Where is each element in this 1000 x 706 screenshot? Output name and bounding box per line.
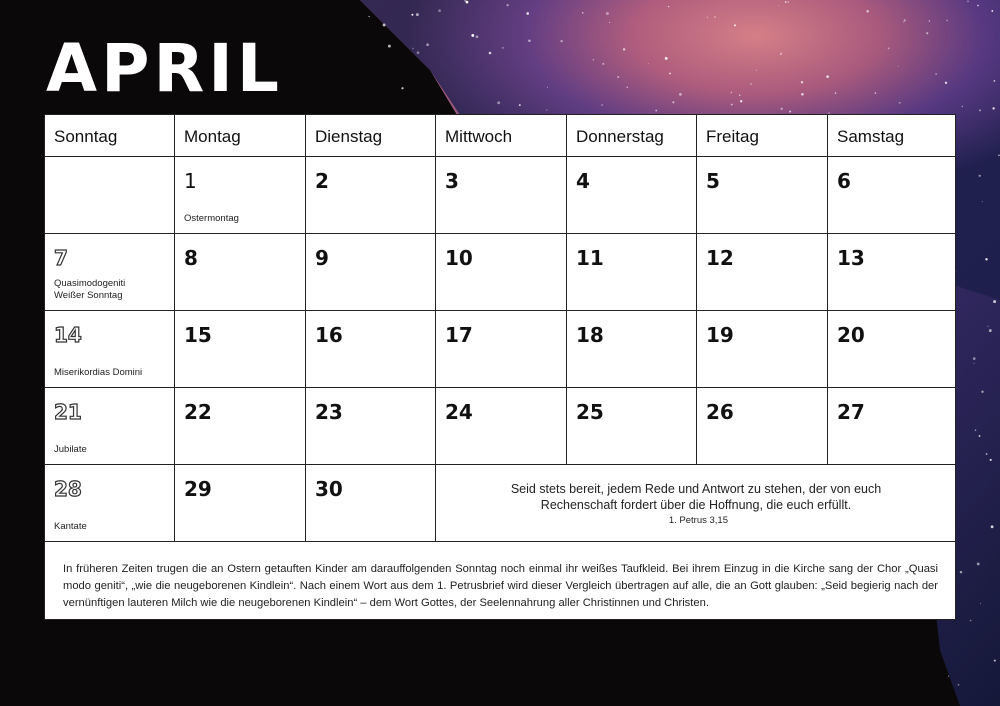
day-cell (436, 388, 567, 465)
calendar-card (44, 114, 956, 620)
star (979, 175, 981, 177)
weekday-header: Donnerstag (567, 115, 697, 157)
holiday-note: Ostermontag (184, 213, 239, 224)
day-number: 22 (184, 400, 212, 424)
star (781, 52, 782, 53)
star (368, 16, 369, 17)
star (546, 110, 547, 111)
holiday-note: Miserikordias Domini (54, 367, 143, 378)
bible-verse-box (436, 465, 956, 542)
day-number: 28 (54, 477, 82, 501)
star (740, 100, 742, 102)
bible-verse-text: Seid stets bereit, jedem Rede und Antwort zu stehen, der von euch Rechenschaft fordert über die Hoffnung, die euch erfüllt. (510, 482, 882, 512)
star (411, 14, 413, 16)
star (979, 435, 981, 437)
day-cell (567, 234, 697, 311)
star (929, 20, 930, 21)
star (679, 93, 682, 96)
star (801, 81, 803, 83)
star (789, 110, 791, 112)
star (958, 684, 960, 686)
weekday-header: Mittwoch (436, 115, 567, 157)
star (780, 53, 782, 55)
day-number: 27 (837, 400, 865, 424)
day-cell (567, 311, 697, 388)
day-number: 23 (315, 400, 343, 424)
star (826, 75, 829, 78)
day-cell (306, 465, 436, 542)
star (416, 13, 419, 16)
star (835, 92, 836, 93)
star (935, 73, 937, 75)
day-number: 8 (184, 246, 198, 270)
star (948, 676, 949, 677)
star (582, 12, 583, 13)
star (945, 82, 947, 84)
star (623, 48, 625, 50)
star (497, 101, 500, 104)
star (471, 34, 474, 37)
star (526, 12, 529, 15)
star (974, 363, 975, 364)
star (519, 104, 521, 106)
day-cell (306, 388, 436, 465)
day-number: 10 (445, 246, 473, 270)
bible-verse-reference: 1. Petrus 3,15 (668, 515, 728, 526)
day-cell (828, 311, 956, 388)
day-number: 15 (184, 323, 212, 347)
star (986, 453, 988, 455)
day-cell (828, 234, 956, 311)
star (601, 104, 603, 106)
star (730, 92, 732, 94)
star (987, 326, 988, 327)
star (875, 92, 877, 94)
star (426, 43, 429, 46)
day-number: 16 (315, 323, 343, 347)
holiday-note: Quasimodogeniti Weißer Sonntag (54, 278, 126, 301)
star (778, 5, 779, 6)
star (991, 10, 993, 12)
day-cell (436, 311, 567, 388)
day-cell (306, 234, 436, 311)
day-number: 4 (576, 169, 590, 193)
star (668, 6, 669, 7)
day-cell (45, 388, 175, 465)
star (866, 10, 869, 13)
day-number: 19 (706, 323, 734, 347)
star (592, 59, 594, 61)
star (609, 22, 610, 23)
star (993, 300, 996, 303)
day-cell (175, 388, 306, 465)
star (979, 109, 981, 111)
day-number: 18 (576, 323, 604, 347)
star (781, 108, 783, 110)
weekday-header: Sonntag (45, 115, 175, 157)
star (489, 52, 492, 55)
star (731, 104, 733, 106)
star (904, 19, 906, 21)
day-number: 17 (445, 323, 473, 347)
star (989, 329, 992, 332)
day-number: 13 (837, 246, 865, 270)
star (990, 459, 992, 461)
day-cell (828, 157, 956, 234)
star (962, 106, 963, 107)
star (980, 603, 981, 604)
day-number: 2 (315, 169, 329, 193)
day-number: 14 (54, 323, 82, 347)
star (981, 391, 983, 393)
star (412, 48, 413, 49)
day-number: 9 (315, 246, 329, 270)
star (417, 51, 420, 54)
star (627, 87, 628, 88)
star (977, 562, 980, 565)
day-cell (175, 311, 306, 388)
day-cell (45, 311, 175, 388)
star (985, 258, 987, 260)
day-cell (697, 311, 828, 388)
star (801, 93, 804, 96)
day-cell (828, 388, 956, 465)
weekday-header: Freitag (697, 115, 828, 157)
day-number: 20 (837, 323, 865, 347)
star (785, 1, 787, 3)
star (970, 620, 972, 622)
star (401, 87, 403, 89)
month-title: APRIL (46, 30, 283, 107)
star (507, 4, 509, 6)
day-number: 26 (706, 400, 734, 424)
star (466, 1, 469, 4)
day-cell (567, 388, 697, 465)
star (672, 101, 674, 103)
day-number: 11 (576, 246, 604, 270)
star (734, 24, 736, 26)
day-number: 1 (184, 169, 197, 193)
day-number: 21 (54, 400, 82, 424)
day-number: 30 (315, 477, 343, 501)
star (388, 45, 391, 48)
star (739, 95, 740, 96)
star (946, 20, 948, 22)
star (888, 48, 890, 50)
day-cell (436, 234, 567, 311)
star (655, 110, 657, 112)
day-cell (175, 234, 306, 311)
star (756, 70, 757, 71)
day-cell (697, 234, 828, 311)
star (967, 1, 969, 3)
star (707, 17, 708, 18)
day-cell (45, 234, 175, 311)
weekday-header: Dienstag (306, 115, 436, 157)
day-number: 5 (706, 169, 720, 193)
star (750, 83, 751, 84)
star (476, 35, 479, 38)
star (992, 107, 994, 109)
holiday-note: Kantate (54, 521, 87, 532)
star (973, 357, 976, 360)
day-cell (436, 157, 567, 234)
day-cell (567, 157, 697, 234)
star (528, 40, 531, 43)
star (606, 12, 609, 15)
star (648, 63, 649, 64)
star (982, 201, 983, 202)
star (383, 24, 386, 27)
star (438, 9, 441, 12)
day-cell (175, 157, 306, 234)
day-number: 3 (445, 169, 459, 193)
star (991, 525, 994, 528)
star (960, 571, 963, 574)
star (547, 87, 548, 88)
weekday-header: Samstag (828, 115, 956, 157)
weekday-header: Montag (175, 115, 306, 157)
day-number: 6 (837, 169, 851, 193)
day-cell (697, 157, 828, 234)
day-cell (697, 388, 828, 465)
day-cell (306, 311, 436, 388)
star (994, 660, 996, 662)
day-number: 29 (184, 477, 212, 501)
day-number: 25 (576, 400, 604, 424)
star (788, 1, 789, 2)
star (560, 40, 562, 42)
star (899, 102, 901, 104)
day-number: 7 (54, 246, 68, 270)
star (926, 32, 928, 34)
star (898, 66, 899, 67)
day-number: 24 (445, 400, 473, 424)
star (993, 80, 995, 82)
day-cell (45, 465, 175, 542)
day-cell (306, 157, 436, 234)
star (602, 63, 604, 65)
holiday-note: Jubilate (54, 444, 87, 455)
footer-text: In früheren Zeiten trugen die an Ostern getauften Kinder am darauffolgenden Sonntag noch einmal ihr weißes Taufkleid. Bei ihrem Einzug in die Kirche sang der Chor „Quasi modo geniti“, „wie die neugeborenen Kindlein“. Nach einem Wort aus dem 1. Petrusbrief wird dieser Vergleich übertragen auf alle, die an Gott glauben: „Seid begierig nach der vernünftigen lauteren Milch wie die neugeborenen Kindlein“ – dem Wort Gottes, der Seelennahrung aller Christinnen und Christen. (63, 563, 938, 609)
star (669, 73, 671, 75)
star (665, 57, 668, 60)
star (714, 16, 716, 18)
star (903, 22, 904, 23)
day-cell (175, 465, 306, 542)
star (975, 429, 977, 431)
day-cell (45, 157, 175, 234)
star (977, 5, 979, 7)
star (502, 47, 503, 48)
day-number: 12 (706, 246, 734, 270)
star (617, 76, 619, 78)
calendar-grid (45, 115, 956, 545)
